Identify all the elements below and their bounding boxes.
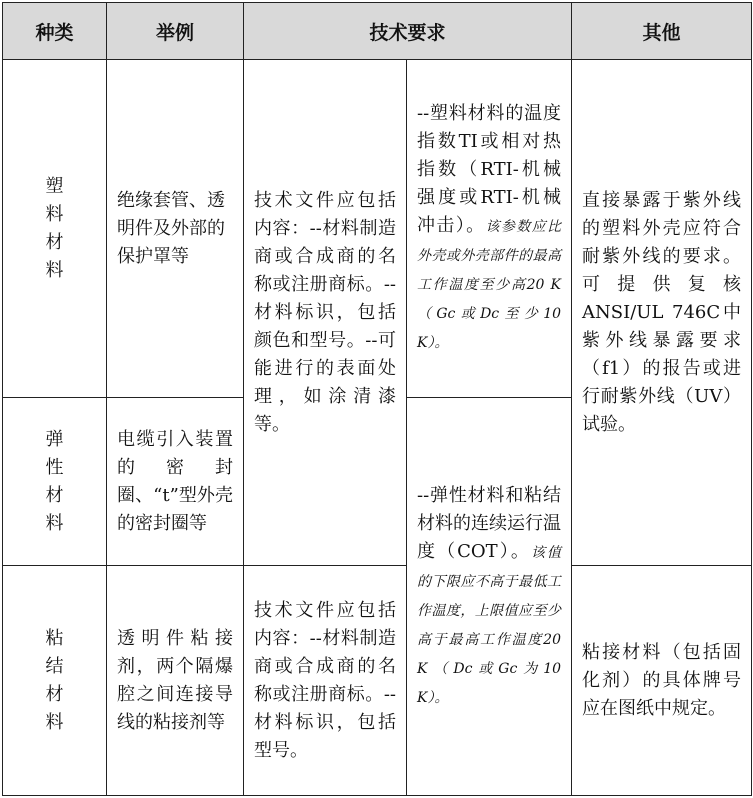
header-example: 举例 (107, 3, 244, 60)
header-other: 其他 (572, 3, 752, 60)
example-cell-plastic: 绝缘套管、透明件及外部的保护罩等 (107, 60, 244, 398)
tech-doc-cell-adhesive: 技术文件应包括内容：--材料制造商或合成商的名称或注册商标。--材料标识，包括型号。 (244, 566, 407, 796)
type-cell-elastic: 弹 性 材 料 (3, 398, 107, 566)
type-cell-adhesive: 粘 结 材 料 (3, 566, 107, 796)
other-cell-adhesive: 粘接材料（包括固化剂）的具体牌号应在图纸中规定。 (572, 566, 752, 796)
table-row (3, 566, 752, 796)
type-cell-plastic: 塑 料 材 料 (3, 60, 107, 398)
cot-cell (407, 398, 572, 796)
cot-note: 该值的下限应不高于最低工作温度，上限值应至少高于最高工作温度20 K（Dc或Gc为10 K）。 (417, 544, 562, 706)
cot-text: --弹性材料和粘结材料的连续运行温度（COT）。 (417, 484, 562, 562)
temperature-index-cell (407, 60, 572, 398)
materials-table (2, 2, 752, 796)
header-tech-requirements: 技术要求 (244, 3, 572, 60)
table-row (3, 60, 752, 398)
temperature-index-note: 该参数应比外壳或外壳部件的最高工作温度至少高20 K（Gc或Dc至少10 K）。 (417, 219, 562, 351)
example-cell-elastic: 电缆引入装置的密封圈、“t”型外壳的密封圈等 (107, 398, 244, 566)
other-cell-plastic: 直接暴露于紫外线的塑料外壳应符合耐紫外线的要求。可提供复核ANSI/UL 746C中紫外线暴露要求（f1）的报告或进行耐紫外线（UV）试验。 (572, 60, 752, 566)
header-row (3, 3, 752, 60)
temperature-index-text: --塑料材料的温度指数TI或相对热指数（RTI-机械强度或RTI-机械冲击）。 (417, 103, 562, 236)
tech-doc-cell-plastic: 技术文件应包括内容：--材料制造商或合成商的名称或注册商标。--材料标识，包括颜色和型号。--可能进行的表面处理，如涂清漆等。 (244, 60, 407, 566)
example-cell-adhesive: 透明件粘接剂，两个隔爆腔之间连接导线的粘接剂等 (107, 566, 244, 796)
header-type: 种类 (3, 3, 107, 60)
